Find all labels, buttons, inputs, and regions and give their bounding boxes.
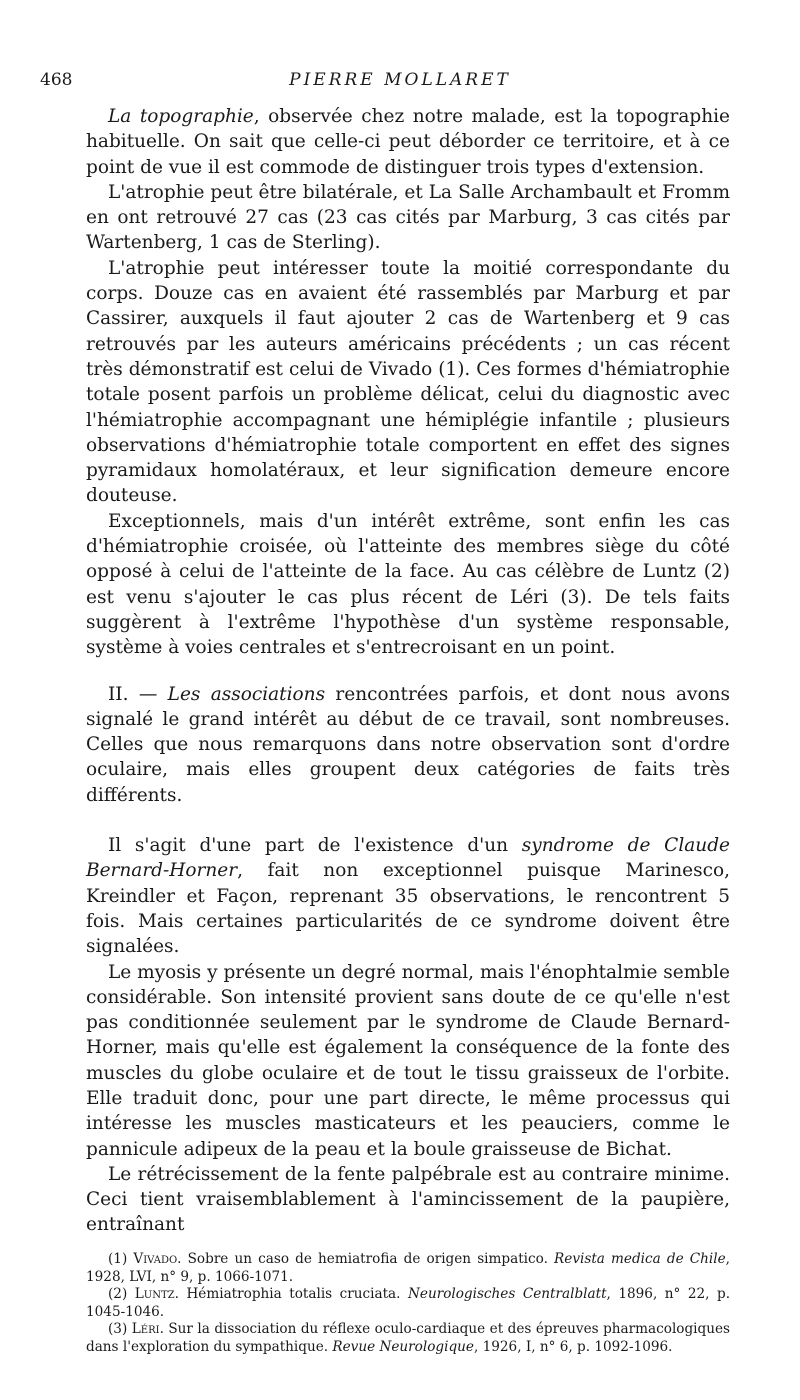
page-number: 468: [40, 70, 73, 90]
italic-term: La topographie: [108, 106, 254, 127]
footnote-text: . Sobre un caso de hemiatrofia de origen simpatico.: [177, 1251, 555, 1267]
paragraph-myosis: Le myosis y présente un degré normal, mais l'énophtalmie semble considérable. Son intensité provient sans doute de ce qu'elle n'est pas conditionnée seulement par le syndrome de Claude Bernard-Horner, mais qu'elle est également la conséquence de la fonte des muscles du globe oculaire et de tout le tissu graisseux de l'orbite. Elle traduit donc, pour une part directe, le même processus qui intéresse les muscles masticateurs et les peauciers, comme le pannicule adipeux de la peau et la boule graisseuse de Bichat.: [86, 961, 730, 1160]
paragraph-hemiatrophie-totale: L'atrophie peut intéresser toute la moitié correspondante du corps. Douze cas en avaient été rassemblés par Marburg et par Cassirer, auxquels il faut ajouter 2 cas de Wartenberg et 9 cas retrouvés par les auteurs américains précédents ; un cas récent très démonstratif est celui de Vivado (1). Ces formes d'hémiatrophie totale posent parfois un problème délicat, celui du diagnostic avec l'hémiatrophie accompagnant une hémiplégie infantile ; plusieurs observations d'hémiatrophie totale comportent en effet des signes pyramidaux homolatéraux, et leur signification demeure encore douteuse.: [86, 257, 730, 507]
paragraph-text: rencontrées parfois, et dont nous avons signalé le grand intérêt au début de ce travail, sont nombreuses. Celles que nous remarquons dans notre observation sont d'ordre oculaire, mais elles groupent deux catégories de faits très différents.: [86, 683, 731, 806]
italic-term: syndrome de Claude Bernard-Horner: [86, 835, 730, 882]
page-header: [40, 70, 760, 94]
footnote-author: Vivado: [133, 1251, 178, 1267]
running-head: PIERRE MOLLARET: [289, 70, 511, 90]
footnote-text: . Sur la dissociation du réflexe oculo-cardiaque et des épreuves pharmacologiques dans l'exploration du sympathique.: [86, 1321, 731, 1355]
footnote: [86, 1321, 730, 1356]
footnote-number: (3): [108, 1321, 132, 1337]
body-text: [86, 104, 730, 1238]
italic-term: Les associations: [167, 683, 326, 705]
footnote-text: , 1896, n° 22, p. 1045-1046.: [86, 1286, 731, 1320]
footnote: [86, 1286, 730, 1321]
paragraph-topographie: [86, 104, 730, 180]
footnote-text: . Hémiatrophia totalis cruciata.: [174, 1286, 408, 1302]
footnote-journal: Revista medica de Chile: [554, 1251, 726, 1267]
paragraph-text: , observée chez notre malade, est la topographie habituelle. On sait que celle-ci peut déborder ce territoire, et à ce point de vue il est commode de distinguer trois types d'extension.: [86, 106, 731, 178]
paragraph-bilateral: L'atrophie peut être bilatérale, et La Salle Archambault et Fromm en ont retrouvé 27 cas (23 cas cités par Marburg, 3 cas cités par Wartenberg, 1 cas de Sterling).: [86, 181, 730, 254]
footnote-author: Luntz: [134, 1286, 175, 1302]
paragraph-text: Il s'agit d'une part de l'existence d'un: [108, 835, 522, 857]
footnote-journal: Neurologisches Centralblatt: [408, 1286, 607, 1302]
footnote-number: (1): [108, 1251, 134, 1267]
paragraph-text: , fait non exceptionnel puisque Marinesco, Kreindler et Façon, reprenant 35 observations, le rencontrent 5 fois. Mais certaines particularités de ce syndrome doivent être signalées.: [86, 860, 730, 958]
footnote-text: , 1926, I, n° 6, p. 1092-1096.: [473, 1338, 673, 1355]
paragraph-associations: [86, 682, 730, 808]
paragraph-horner: [86, 833, 730, 959]
paragraph-hemiatrophie-croisee: Exceptionnels, mais d'un intérêt extrême, sont enfin les cas d'hémiatrophie croisée, où l'atteinte des membres siège du côté opposé à celui de l'atteinte de la face. Au cas célèbre de Luntz (2) est venu s'ajouter le cas plus récent de Léri (3). De tels faits suggèrent à l'extrême l'hypothèse d'un système responsable, système à voies centrales et s'entrecroisant en un point.: [86, 510, 730, 659]
section-numeral: II. —: [108, 683, 168, 705]
footnote-number: (2): [108, 1286, 135, 1302]
paragraph-retrecissement: Le rétrécissement de la fente palpébrale est au contraire minime. Ceci tient vraisemblablement à l'amincissement de la paupière, entraînant: [86, 1163, 730, 1236]
footnote: [86, 1251, 730, 1286]
footnotes: [86, 1251, 730, 1356]
footnote-author: Léri: [131, 1321, 160, 1337]
footnote-text: , 1928, LVI, n° 9, p. 1066-1071.: [86, 1251, 730, 1285]
footnote-journal: Revue Neurologique: [332, 1338, 474, 1355]
